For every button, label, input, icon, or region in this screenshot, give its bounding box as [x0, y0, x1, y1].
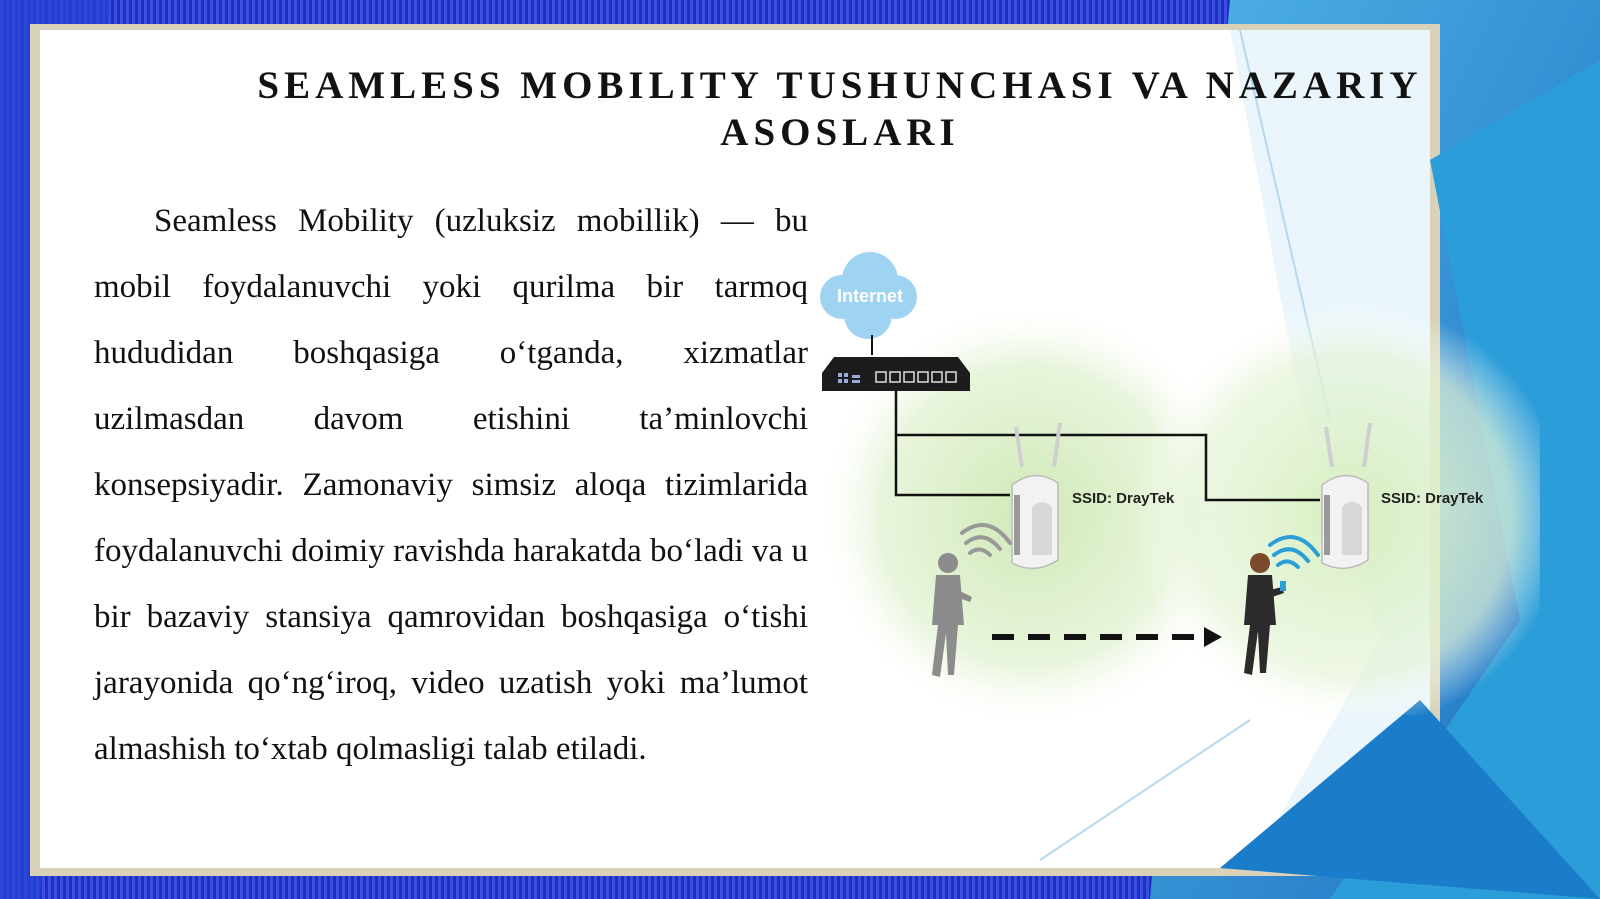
internet-label: Internet	[836, 286, 904, 306]
body-paragraph: Seamless Mobility (uzluksiz mobillik) — bu mobil foydalanuvchi yoki qurilma bir tarmoq hududidan boshqasiga o‘tganda, xizmatlar uzilmasdan davom etishini ta’minlovchi konsepsiyadir. Zamonaviy simsiz aloqa tizimlarida foydalanuvchi doimiy ravishda harakatda bo‘ladi va u bir bazaviy stansiya qamrovidan boshqasiga o‘tishi jarayonida qo‘ng‘iroq, video uzatish yoki ma’lumot almashish to‘xtab qolmasligi talab etiladi.	[94, 203, 808, 767]
slide-title: SEAMLESS MOBILITY TUSHUNCHASI VA NAZARIY ASOSLARI	[257, 64, 1423, 154]
network-diagram	[820, 245, 1540, 715]
ap-left-ssid-label: SSID: DrayTek	[1072, 490, 1175, 507]
ap-right-ssid-label: SSID: DrayTek	[1381, 490, 1484, 507]
network-switch-icon	[822, 357, 970, 391]
